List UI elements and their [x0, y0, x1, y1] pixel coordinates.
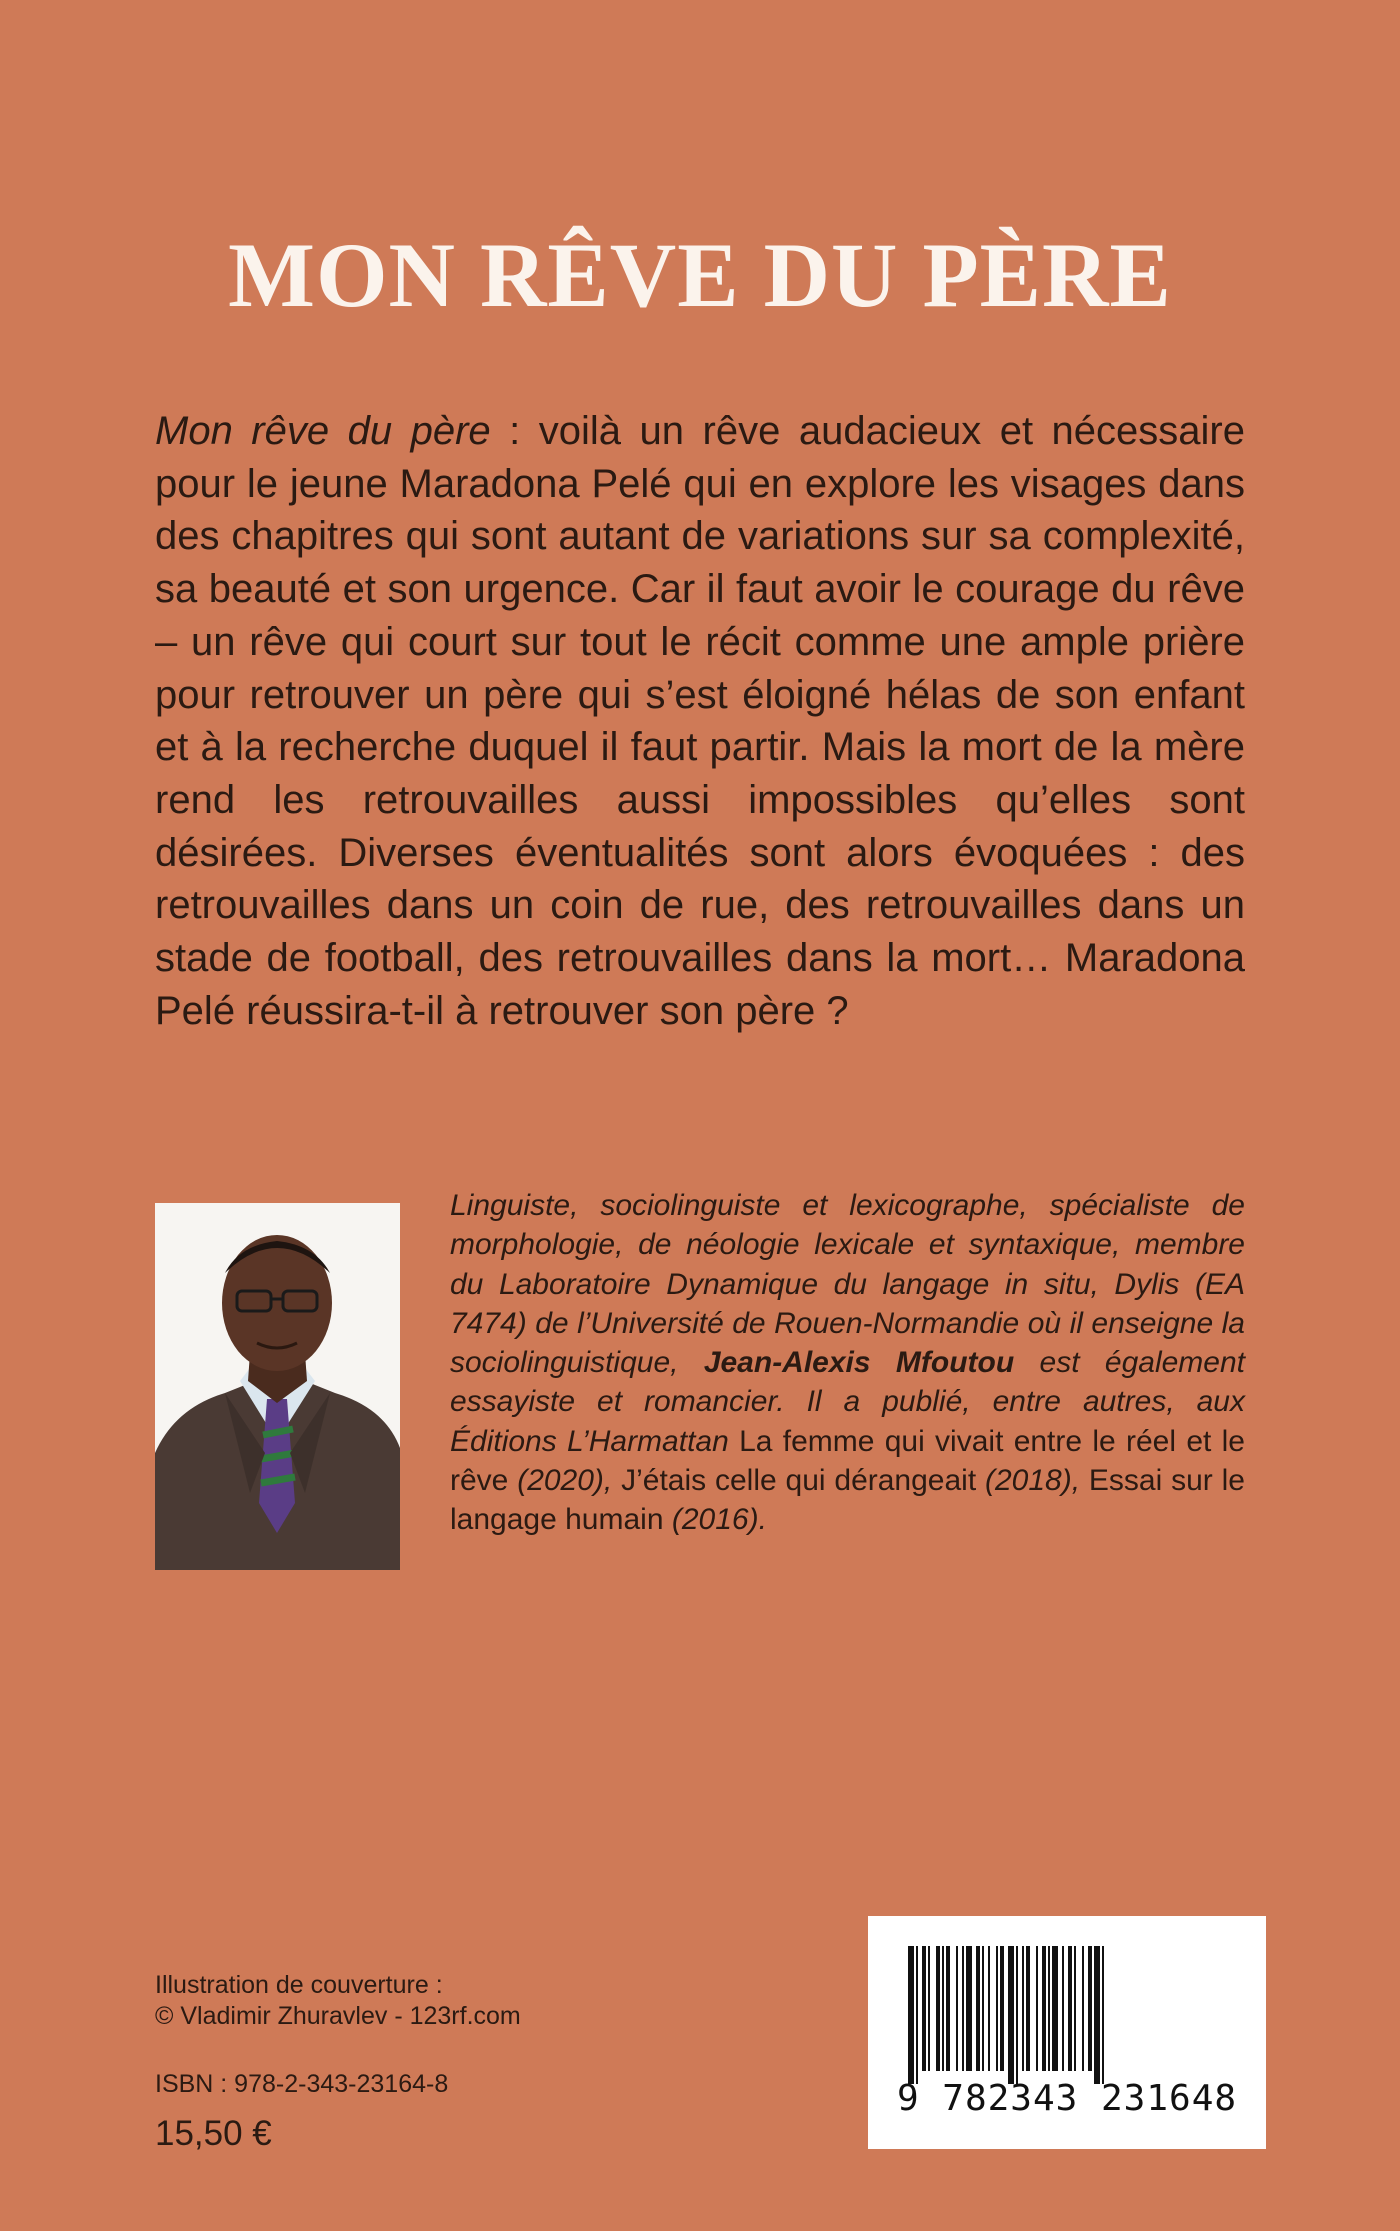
barcode-bar: [956, 1946, 958, 2071]
barcode-bar: [1022, 1946, 1024, 2071]
barcode-bar: [942, 1946, 944, 2071]
barcode-bar: [1026, 1946, 1030, 2071]
barcode-bar: [1000, 1946, 1004, 2071]
barcode-bar: [1062, 1946, 1064, 2071]
bio-mid: est également essayiste et romancier. Il a publié, entre autres, aux Éditions L’Harmattan: [450, 1346, 1245, 1458]
cover-credits: [155, 1970, 521, 2032]
price: 15,50 €: [155, 2114, 272, 2153]
author-portrait-image: [155, 1203, 400, 1570]
bio-book-3: Essai sur le langage humain: [450, 1464, 1245, 1537]
barcode-bar: [1074, 1946, 1076, 2071]
barcode-bar: [1102, 1946, 1104, 2084]
bio-year-1: (2020),: [508, 1464, 622, 1498]
barcode-bar: [1068, 1946, 1072, 2071]
barcode-bar: [982, 1946, 984, 2071]
barcode-bar: [1082, 1946, 1084, 2071]
barcode-bar: [936, 1946, 940, 2071]
barcode-bar: [1036, 1946, 1038, 2071]
isbn: ISBN : 978-2-343-23164-8: [155, 2070, 449, 2098]
credits-line-2: © Vladimir Zhuravlev - 123rf.com: [155, 2002, 521, 2030]
barcode-digits: 9 782343 231648: [896, 2078, 1238, 2119]
barcode-bar: [1094, 1946, 1100, 2084]
bio-book-2: J’étais celle qui dérangeait: [621, 1464, 977, 1498]
barcode-bar: [916, 1946, 918, 2084]
bio-year-3: (2016).: [663, 1503, 767, 1537]
barcode-bar: [962, 1946, 964, 2071]
barcode-bar: [996, 1946, 998, 2071]
bio-book-1: La femme qui vivait entre le réel et le rêve: [450, 1424, 1245, 1498]
bio-year-2: (2018),: [976, 1464, 1089, 1498]
synopsis-body: : voilà un rêve audacieux et nécessaire pour le jeune Maradona Pelé qui en explore les visages dans des chapitres qui sont autant de variations sur sa complexité, sa beauté et son urgence. Car il faut avoir le courage du rêve – un rêve qui court sur tout le récit comme une ample prière pour retrouver un père qui s’est éloigné hélas de son enfant et à la recherche duquel il faut partir. Mais la mort de la mère rend les retrouvailles aussi impossibles qu’elles sont désirées. Diverses éventualités sont alors évoquées : des retrouvailles dans un coin de rue, des retrouvailles dans un stade de football, des retrouvailles dans la mort… Maradona Pelé réussira-t-il à retrouver son père ?: [155, 409, 1245, 1033]
barcode-bar: [1052, 1946, 1058, 2071]
barcode-bar: [946, 1946, 950, 2071]
barcode-bar: [1016, 1946, 1018, 2084]
barcode-bar: [922, 1946, 926, 2071]
book-title: MON RÊVE DU PÈRE: [228, 223, 1172, 326]
barcode: [868, 1916, 1266, 2149]
barcode-bar: [928, 1946, 930, 2071]
barcode-bar: [988, 1946, 990, 2071]
barcode-bar: [1048, 1946, 1050, 2071]
barcode-bar: [908, 1946, 914, 2084]
synopsis-title: Mon rêve du père: [155, 409, 491, 453]
barcode-bar: [1042, 1946, 1046, 2071]
credits-line-1: Illustration de couverture :: [155, 1971, 443, 1999]
barcode-bar: [976, 1946, 980, 2071]
author-photo: [155, 1203, 400, 1570]
barcode-bar: [966, 1946, 972, 2071]
barcode-bar: [1008, 1946, 1014, 2084]
synopsis: [155, 405, 1245, 1037]
author-bio: [450, 1186, 1245, 1540]
bio-intro: Linguiste, sociolinguiste et lexicographe, spécialiste de morphologie, de néologie lexicale et syntaxique, membre du Laboratoire Dynamique du langage in situ, Dylis (EA 7474) de l’Université de Rouen-Normandie où il enseigne la sociolinguistique,: [450, 1189, 1245, 1380]
barcode-bar: [1088, 1946, 1092, 2071]
author-name: Jean-Alexis Mfoutou: [703, 1346, 1015, 1380]
